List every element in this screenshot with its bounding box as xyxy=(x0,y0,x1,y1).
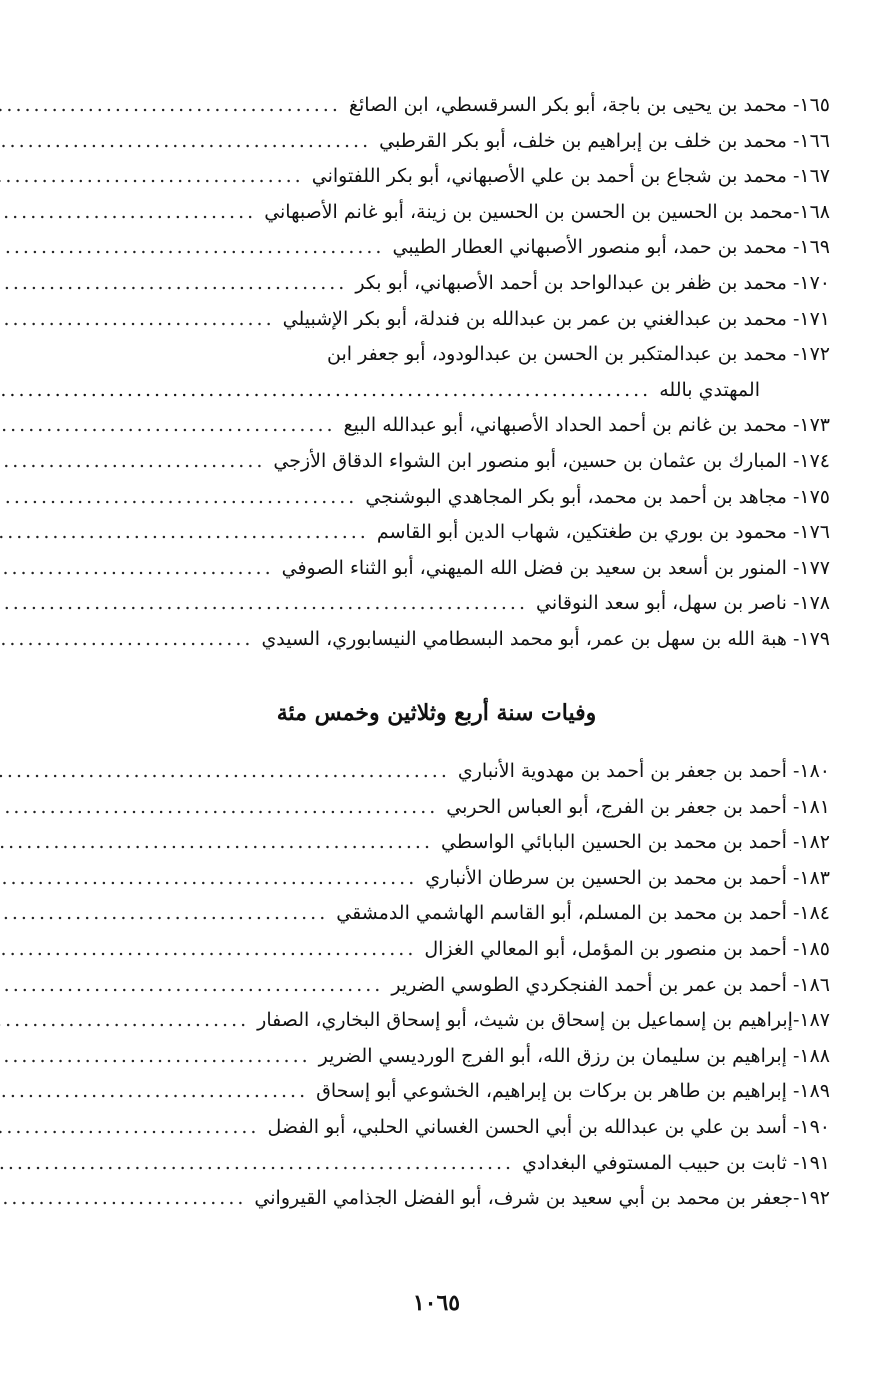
index-entry: ١٦٨-محمد بن الحسين بن الحسن بن الحسين بن زينة، أبو غانم الأصبهاني ..... xyxy=(80,195,830,231)
entry-text: جعفر بن محمد بن أبي سعيد بن شرف، أبو الفضل الجذامي القيرواني xyxy=(254,1187,793,1210)
entry-text: أحمد بن جعفر بن أحمد بن مهدوية الأنباري xyxy=(457,760,787,782)
index-entry: ١٨٧-إبراهيم بن إسماعيل بن إسحاق بن شيث، أبو إسحاق البخاري، الصفار ..... xyxy=(80,1003,830,1039)
leader-dots xyxy=(0,124,371,160)
entry-text: أحمد بن جعفر بن الفرج، أبو العباس الحربي xyxy=(446,795,787,818)
section-heading: وفيات سنة أربع وثلاثين وخمس مئة xyxy=(276,700,597,726)
leader-dots xyxy=(0,88,341,124)
entry-number: ١٧٩ xyxy=(799,627,830,650)
entry-text: محمود بن بوري بن طغتكين، شهاب الدين أبو القاسم xyxy=(376,521,787,544)
entry-number: ١٨٠ xyxy=(799,760,830,782)
entry-text: إبراهيم بن سليمان بن رزق الله، أبو الفرج الورديسي الضرير xyxy=(318,1044,787,1067)
leader-dots xyxy=(0,1110,259,1146)
entry-number: ١٨٥ xyxy=(799,937,830,960)
index-entry: ١٧٩- هبة الله بن سهل بن عمر، أبو محمد البسطامي النيسابوري، السيدي ..... xyxy=(80,622,830,658)
index-entry: ١٧٣- محمد بن غانم بن أحمد الحداد الأصبهاني، أبو عبدالله البيع ..... xyxy=(80,408,830,444)
leader-dots xyxy=(0,159,304,195)
leader-dots xyxy=(0,302,275,338)
index-entry: ١٧٧- المنور بن أسعد بن سعيد بن فضل الله الميهني، أبو الثناء الصوفي ..... xyxy=(80,551,830,587)
entry-number: ١٩١ xyxy=(799,1151,830,1174)
leader-dots xyxy=(0,586,528,622)
leader-dots xyxy=(0,790,438,826)
entry-text: ثابت بن حبيب المستوفي البغدادي xyxy=(522,1151,787,1174)
index-entry: ١٧٤- المبارك بن عثمان بن حسين، أبو منصور ابن الشواء الدقاق الأزجي ..... xyxy=(80,444,830,480)
entry-text: أحمد بن محمد بن المسلم، أبو القاسم الهاشمي الدمشقي xyxy=(336,902,787,925)
entry-text: أحمد بن منصور بن المؤمل، أبو المعالي الغزال xyxy=(424,937,787,960)
index-entry: ١٨٨- إبراهيم بن سليمان بن رزق الله، أبو الفرج الورديسي الضرير ..... xyxy=(80,1039,830,1075)
entry-number: ١٨٨ xyxy=(799,1044,830,1067)
index-entry: ١٩٢-جعفر بن محمد بن أبي سعيد بن شرف، أبو الفضل الجذامي القيرواني ..... xyxy=(80,1181,830,1217)
entry-text: المبارك بن عثمان بن حسين، أبو منصور ابن الشواء الدقاق الأزجي xyxy=(273,449,787,472)
index-entry: ١٦٧- محمد بن شجاع بن أحمد بن علي الأصبهاني، أبو بكر اللفتواني ..... xyxy=(80,159,830,195)
index-entry: ١٧٥- مجاهد بن أحمد بن محمد، أبو بكر المجاهدي البوشنجي ..... xyxy=(80,480,830,516)
entry-text: محمد بن عبدالغني بن عمر بن عبدالله بن فندلة، أبو بكر الإشبيلي xyxy=(282,307,787,330)
entry-number: ١٦٦ xyxy=(799,129,830,152)
entry-text-line2: المهتدي بالله xyxy=(659,378,760,401)
index-entry: ١٧٨- ناصر بن سهل، أبو سعد النوقاني ..... xyxy=(80,586,830,622)
leader-dots xyxy=(0,1181,246,1217)
entry-text: محمد بن ظفر بن عبدالواحد بن أحمد الأصبهاني، أبو بكر xyxy=(355,271,787,294)
entry-number: ١٧٨ xyxy=(799,592,830,615)
entry-number: ١٩٠ xyxy=(799,1115,830,1138)
index-entry: ١٩٠- أسد بن علي بن عبدالله بن أبي الحسن الغساني الحلبي، أبو الفضل ..... xyxy=(80,1110,830,1146)
index-entry: ١٩١- ثابت بن حبيب المستوفي البغدادي ..... xyxy=(80,1146,830,1182)
entry-text: المنور بن أسعد بن سعيد بن فضل الله الميهني، أبو الثناء الصوفي xyxy=(281,556,787,579)
leader-dots xyxy=(0,1146,514,1182)
leader-dots xyxy=(0,515,369,551)
leader-dots xyxy=(0,968,383,1004)
leader-dots xyxy=(0,230,384,266)
entry-text: محمد بن خلف بن إبراهيم بن خلف، أبو بكر القرطبي xyxy=(379,129,787,152)
entry-number: ١٨٧ xyxy=(799,1009,830,1032)
entry-number: ١٨٢ xyxy=(799,831,830,854)
entry-number: ١٧٥ xyxy=(799,485,830,508)
entry-number: ١٧٧ xyxy=(799,556,830,579)
entry-text: أحمد بن محمد بن الحسين البابائي الواسطي xyxy=(441,831,787,854)
index-entry: ١٨٣- أحمد بن محمد بن الحسين بن سرطان الأنباري ..... xyxy=(80,861,830,897)
entry-number: ١٨٦ xyxy=(799,973,830,996)
entry-text: محمد بن يحيى بن باجة، أبو بكر السرقسطي، ابن الصائغ xyxy=(348,94,787,116)
entry-number: ١٦٩ xyxy=(799,236,830,259)
leader-dots xyxy=(0,1074,308,1110)
entry-number: ١٦٥ xyxy=(799,94,830,116)
entry-number: ١٨٤ xyxy=(799,902,830,925)
entry-number: ١٦٧ xyxy=(799,165,830,188)
index-entry: ١٨٢- أحمد بن محمد بن الحسين البابائي الواسطي ..... xyxy=(80,825,830,861)
leader-dots xyxy=(0,444,265,480)
entry-number: ١٧٣ xyxy=(799,414,830,437)
leader-dots xyxy=(0,266,347,302)
leader-dots xyxy=(0,861,417,897)
index-list-top xyxy=(80,88,830,658)
entry-number: ١٧٦ xyxy=(799,521,830,544)
entry-number: ١٨٩ xyxy=(799,1080,830,1103)
leader-dots xyxy=(0,408,336,444)
entry-text: محمد بن شجاع بن أحمد بن علي الأصبهاني، أبو بكر اللفتواني xyxy=(311,165,787,188)
entry-number: ١٧٢ xyxy=(799,343,830,366)
entry-text: محمد بن غانم بن أحمد الحداد الأصبهاني، أبو عبدالله البيع xyxy=(343,414,787,437)
leader-dots xyxy=(0,622,253,658)
index-entry: ١٦٩- محمد بن حمد، أبو منصور الأصبهاني العطار الطيبي ..... xyxy=(80,230,830,266)
index-entry: ١٨٥- أحمد بن منصور بن المؤمل، أبو المعالي الغزال ..... xyxy=(80,932,830,968)
entry-number: ١٧٤ xyxy=(799,449,830,472)
index-entry: ١٧٦- محمود بن بوري بن طغتكين، شهاب الدين أبو القاسم ..... xyxy=(80,515,830,551)
leader-dots xyxy=(0,896,328,932)
leader-dots xyxy=(0,1003,249,1039)
entry-number: ١٨٣ xyxy=(799,866,830,889)
leader-dots xyxy=(0,373,651,409)
entry-text: إبراهيم بن طاهر بن بركات بن إبراهيم، الخشوعي أبو إسحاق xyxy=(316,1080,787,1103)
index-entry: ١٨١- أحمد بن جعفر بن الفرج، أبو العباس الحربي ..... xyxy=(80,790,830,826)
index-entry: ١٧١- محمد بن عبدالغني بن عمر بن عبدالله بن فندلة، أبو بكر الإشبيلي ..... xyxy=(80,302,830,338)
entry-text: هبة الله بن سهل بن عمر، أبو محمد البسطامي النيسابوري، السيدي xyxy=(261,627,787,650)
leader-dots xyxy=(0,480,357,516)
leader-dots xyxy=(0,551,274,587)
entry-number: ١٧١ xyxy=(799,307,830,330)
entry-text: مجاهد بن أحمد بن محمد، أبو بكر المجاهدي البوشنجي xyxy=(365,485,787,508)
entry-text: أحمد بن عمر بن أحمد الفنجكردي الطوسي الضرير xyxy=(391,973,787,996)
leader-dots xyxy=(0,932,416,968)
entry-text-line1: محمد بن عبدالمتكبر بن الحسن بن عبدالودود، أبو جعفر ابن xyxy=(327,343,787,366)
entry-number: ١٩٢ xyxy=(799,1187,830,1210)
index-entry: ١٦٦- محمد بن خلف بن إبراهيم بن خلف، أبو بكر القرطبي ..... xyxy=(80,124,830,160)
index-entry: ١٧٠- محمد بن ظفر بن عبدالواحد بن أحمد الأصبهاني، أبو بكر ..... xyxy=(80,266,830,302)
page-number: ١٠٦٥ xyxy=(412,1290,461,1316)
index-entry: ١٨٩- إبراهيم بن طاهر بن بركات بن إبراهيم، الخشوعي أبو إسحاق ..... xyxy=(80,1074,830,1110)
index-entry: ١٦٥- محمد بن يحيى بن باجة، أبو بكر السرقسطي، ابن الصائغ ..... xyxy=(80,88,830,124)
index-entry: ١٨٤- أحمد بن محمد بن المسلم، أبو القاسم الهاشمي الدمشقي ..... xyxy=(80,896,830,932)
entry-number: ١٨١ xyxy=(799,795,830,818)
entry-text: أسد بن علي بن عبدالله بن أبي الحسن الغساني الحلبي، أبو الفضل xyxy=(267,1115,787,1138)
index-entry: ١٨٠- أحمد بن جعفر بن أحمد بن مهدوية الأنباري ..... xyxy=(80,754,830,790)
index-entry-multiline: ١٧٢- محمد بن عبدالمتكبر بن الحسن بن عبدالودود، أبو جعفر ابن المهتدي بالله ..... xyxy=(80,337,830,408)
index-list-bottom xyxy=(80,754,830,1217)
entry-text: إبراهيم بن إسماعيل بن إسحاق بن شيث، أبو إسحاق البخاري، الصفار xyxy=(257,1009,793,1032)
leader-dots xyxy=(0,1039,311,1075)
entry-text: محمد بن حمد، أبو منصور الأصبهاني العطار الطيبي xyxy=(392,236,787,259)
leader-dots xyxy=(0,754,450,790)
leader-dots xyxy=(0,195,256,231)
leader-dots xyxy=(0,825,433,861)
entry-text: ناصر بن سهل، أبو سعد النوقاني xyxy=(536,592,787,615)
index-entry: ١٨٦- أحمد بن عمر بن أحمد الفنجكردي الطوسي الضرير ..... xyxy=(80,968,830,1004)
entry-number: ١٦٨ xyxy=(799,200,830,223)
entry-number: ١٧٠ xyxy=(799,271,830,294)
entry-text: أحمد بن محمد بن الحسين بن سرطان الأنباري xyxy=(425,866,787,889)
entry-text: محمد بن الحسين بن الحسن بن الحسين بن زينة، أبو غانم الأصبهاني xyxy=(264,200,793,223)
